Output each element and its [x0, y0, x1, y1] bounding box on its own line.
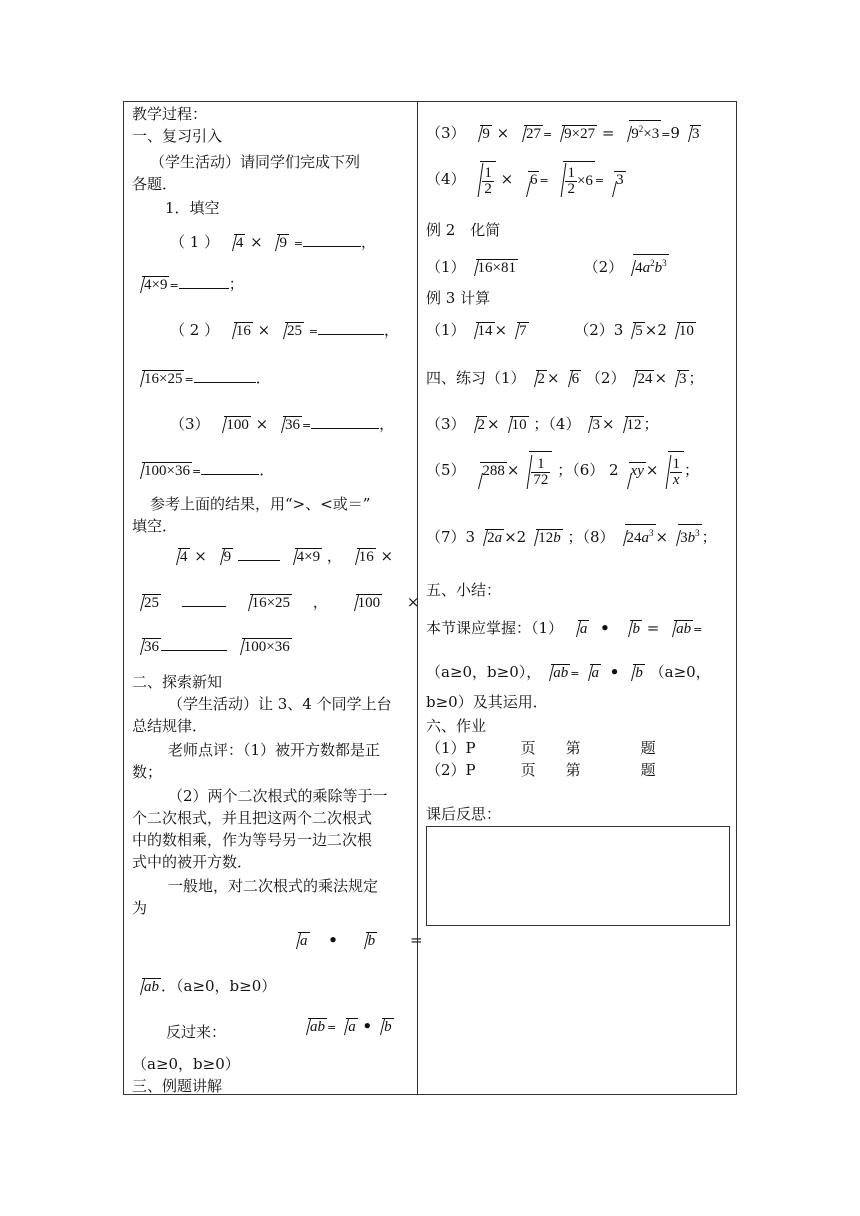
- example-2-title: 例 2 化简: [426, 221, 501, 239]
- question-2-b: 16×25 = ．: [132, 368, 271, 390]
- activity-text: 总结规律．: [132, 717, 208, 735]
- example-3-title: 例 3 计算: [426, 289, 491, 307]
- practice-row-4: （7）3 2a ×2 12b ；（8） $24a^3 \times 3b^3$ ；: [426, 524, 717, 548]
- activity-text: （学生活动）让 3、4 个同学上台: [168, 695, 392, 713]
- rule-text: 为: [132, 899, 148, 917]
- heading: 教学过程：: [132, 105, 208, 123]
- practice-row-3: （5） 288 × $\frac{1}{72}$ ；（6） 2 xy × $\frac{1}{x}$ ；: [426, 450, 699, 492]
- activity-text: （学生活动）请同学们完成下列: [150, 153, 361, 171]
- compare-text: 参考上面的结果，用“>、<或＝”: [150, 495, 371, 513]
- section-examples: 三、例题讲解: [132, 1077, 223, 1095]
- section-review: 一、复习引入: [132, 127, 223, 145]
- question-1: （ 1 ） 4 × 9 = ，: [170, 233, 376, 251]
- comment-text: （2）两个二次根式的乘除等于一: [168, 787, 388, 805]
- compare-row-1: 4 × 9 4×9 ， 16 ×: [168, 546, 393, 567]
- example-2-items: （1） 16×81 （2） $4a^2b^3$: [426, 254, 669, 278]
- comment-text: 老师点评：（1）被开方数都是正: [168, 741, 381, 759]
- condition-text: （a≥0，b≥0）: [132, 1055, 240, 1073]
- summary-line-1: 本节课应掌握：（1） a • b = ab =: [426, 619, 703, 637]
- summary-line-2: （a≥0，b≥0）， ab = a • b （a≥0，: [426, 663, 711, 681]
- comment-text: 式中的被开方数．: [132, 853, 253, 871]
- reflection-box: [426, 826, 730, 926]
- homework-item: （2）P 页 第 题: [426, 761, 656, 779]
- fill-heading: 1．填空: [165, 199, 220, 217]
- activity-text: 各题．: [132, 175, 178, 193]
- compare-row-2: 25 16×25 ， 100 ×: [132, 592, 419, 613]
- example-1-3: （3） $9 \times 27 = 9\times 27 = 9^2\times 3 =9$ 3: [426, 120, 701, 145]
- question-1-b: 4×9 = ；: [132, 274, 244, 296]
- compare-text: 填空．: [132, 517, 178, 535]
- practice-row-2: （3） 2 × 10 ；（4） 3 × 12 ；: [426, 415, 659, 433]
- question-3-b: 100×36 = ．: [132, 460, 274, 482]
- question-3: （3） 100 × 36 = ，: [170, 415, 395, 433]
- sqrt-expr: 4: [225, 233, 246, 253]
- section-summary: 五、小结：: [426, 581, 502, 599]
- practice-row-1: 四、练习（1） 2 × 6 （2） 24 × 3 ；: [426, 369, 704, 387]
- rule-formula: a • b =: [288, 930, 423, 951]
- reflection-label: 课后反思：: [426, 805, 502, 823]
- sqrt-expr: 9: [268, 233, 289, 253]
- homework-item: （1）P 页 第 题: [426, 739, 656, 757]
- reverse-label: 反过来：: [166, 1023, 227, 1041]
- comment-text: 数；: [132, 763, 163, 781]
- section-homework: 六、作业: [426, 717, 487, 735]
- compare-row-3: 36 100×36: [132, 636, 292, 657]
- example-3-items: （1） 14 × 7 （2）3 5 ×2 10: [426, 321, 694, 339]
- rule-formula-b: ab ．（a≥0，b≥0）: [132, 976, 276, 997]
- rule-text: 一般地，对二次根式的乘法规定: [168, 877, 379, 895]
- example-1-4: （4） $\frac{1}{2}$ × 6 = $\frac{1}{2}$ ×6 = 3: [426, 160, 626, 200]
- question-2: （ 2 ） 16 × 25 = ，: [170, 321, 399, 339]
- comment-text: 中的数相乘，作为等号另一边二次根: [132, 831, 373, 849]
- section-explore: 二、探索新知: [132, 673, 223, 691]
- comment-text: 个二次根式，并且把这两个二次根式: [132, 809, 373, 827]
- summary-line-3: b≥0）及其运用．: [426, 693, 548, 711]
- reverse-formula: ab = a • b: [298, 1016, 394, 1038]
